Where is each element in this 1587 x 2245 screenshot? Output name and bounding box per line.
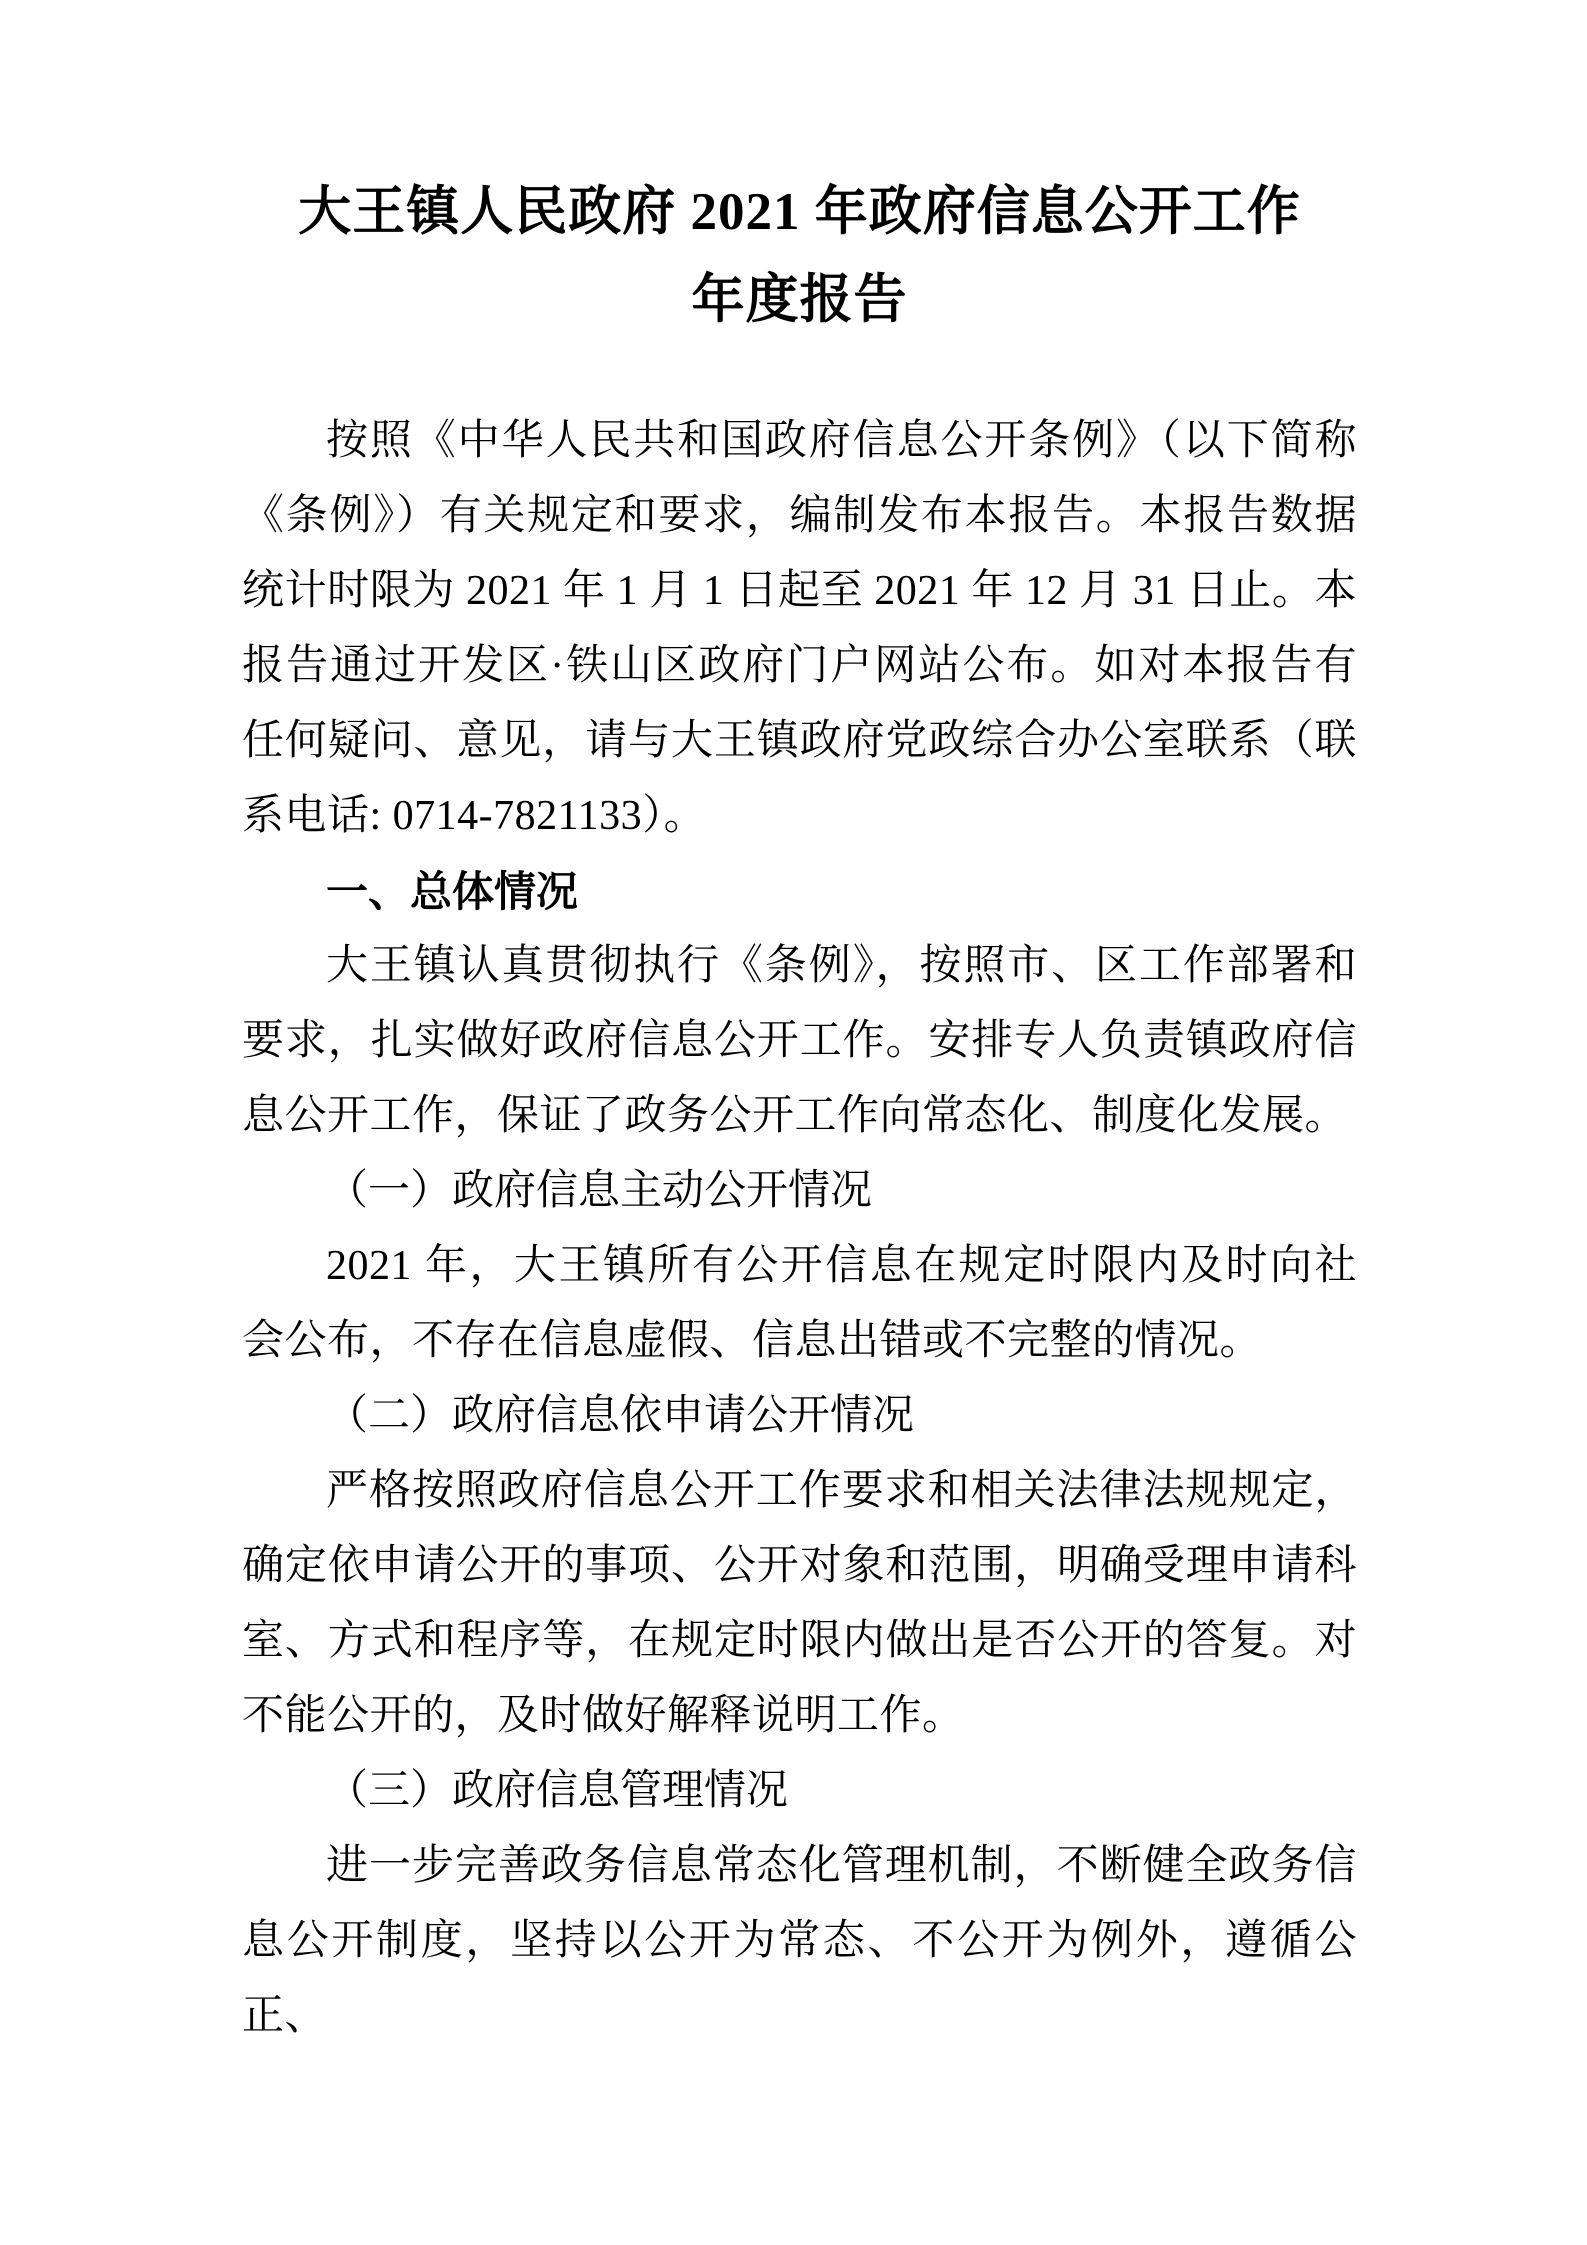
document-body <box>242 404 1357 2054</box>
subsection-body-information-management: 进一步完善政务信息常态化管理机制，不断健全政务信息公开制度，坚持以公开为常态、不公开为例外，遵循公正、 <box>242 1843 1357 2039</box>
subsection-body-active-disclosure: 2021 年，大王镇所有公开信息在规定时限内及时向社会公布，不存在信息虚假、信息出错或不完整的情况。 <box>242 1243 1357 1364</box>
subsection-heading-disclosure-upon-request: （二）政府信息依申请公开情况 <box>326 1393 915 1439</box>
subsection-heading-information-management: （三）政府信息管理情况 <box>326 1768 789 1814</box>
section-heading-overview: 一、总体情况 <box>326 868 579 915</box>
document-title-line-1: 大王镇人民政府 2021 年政府信息公开工作 <box>298 183 1301 241</box>
subsection-body-disclosure-upon-request: 严格按照政府信息公开工作要求和相关法律法规规定，确定依申请公开的事项、公开对象和范围，明确受理申请科室、方式和程序等，在规定时限内做出是否公开的答复。对不能公开的，及时做好解释说明工作。 <box>242 1468 1357 1739</box>
overview-lead-paragraph: 大王镇认真贯彻执行《条例》，按照市、区工作部署和要求，扎实做好政府信息公开工作。安排专人负责镇政府信息公开工作，保证了政务公开工作向常态化、制度化发展。 <box>242 943 1357 1139</box>
subsection-heading-active-disclosure: （一）政府信息主动公开情况 <box>326 1168 873 1214</box>
intro-paragraph: 按照《中华人民共和国政府信息公开条例》（以下简称《条例》）有关规定和要求，编制发布本报告。本报告数据统计时限为 2021 年 1 月 1 日起至 2021 年 12 月 31 日止。本报告通过开发区·铁山区政府门户网站公布。如对本报告有任何疑问、意见，请与大王镇政府党政综合办公室联系（联系电话: 0714-7821133）。 <box>242 418 1357 839</box>
document-title <box>242 168 1357 344</box>
document-title-line-2: 年度报告 <box>691 271 908 329</box>
